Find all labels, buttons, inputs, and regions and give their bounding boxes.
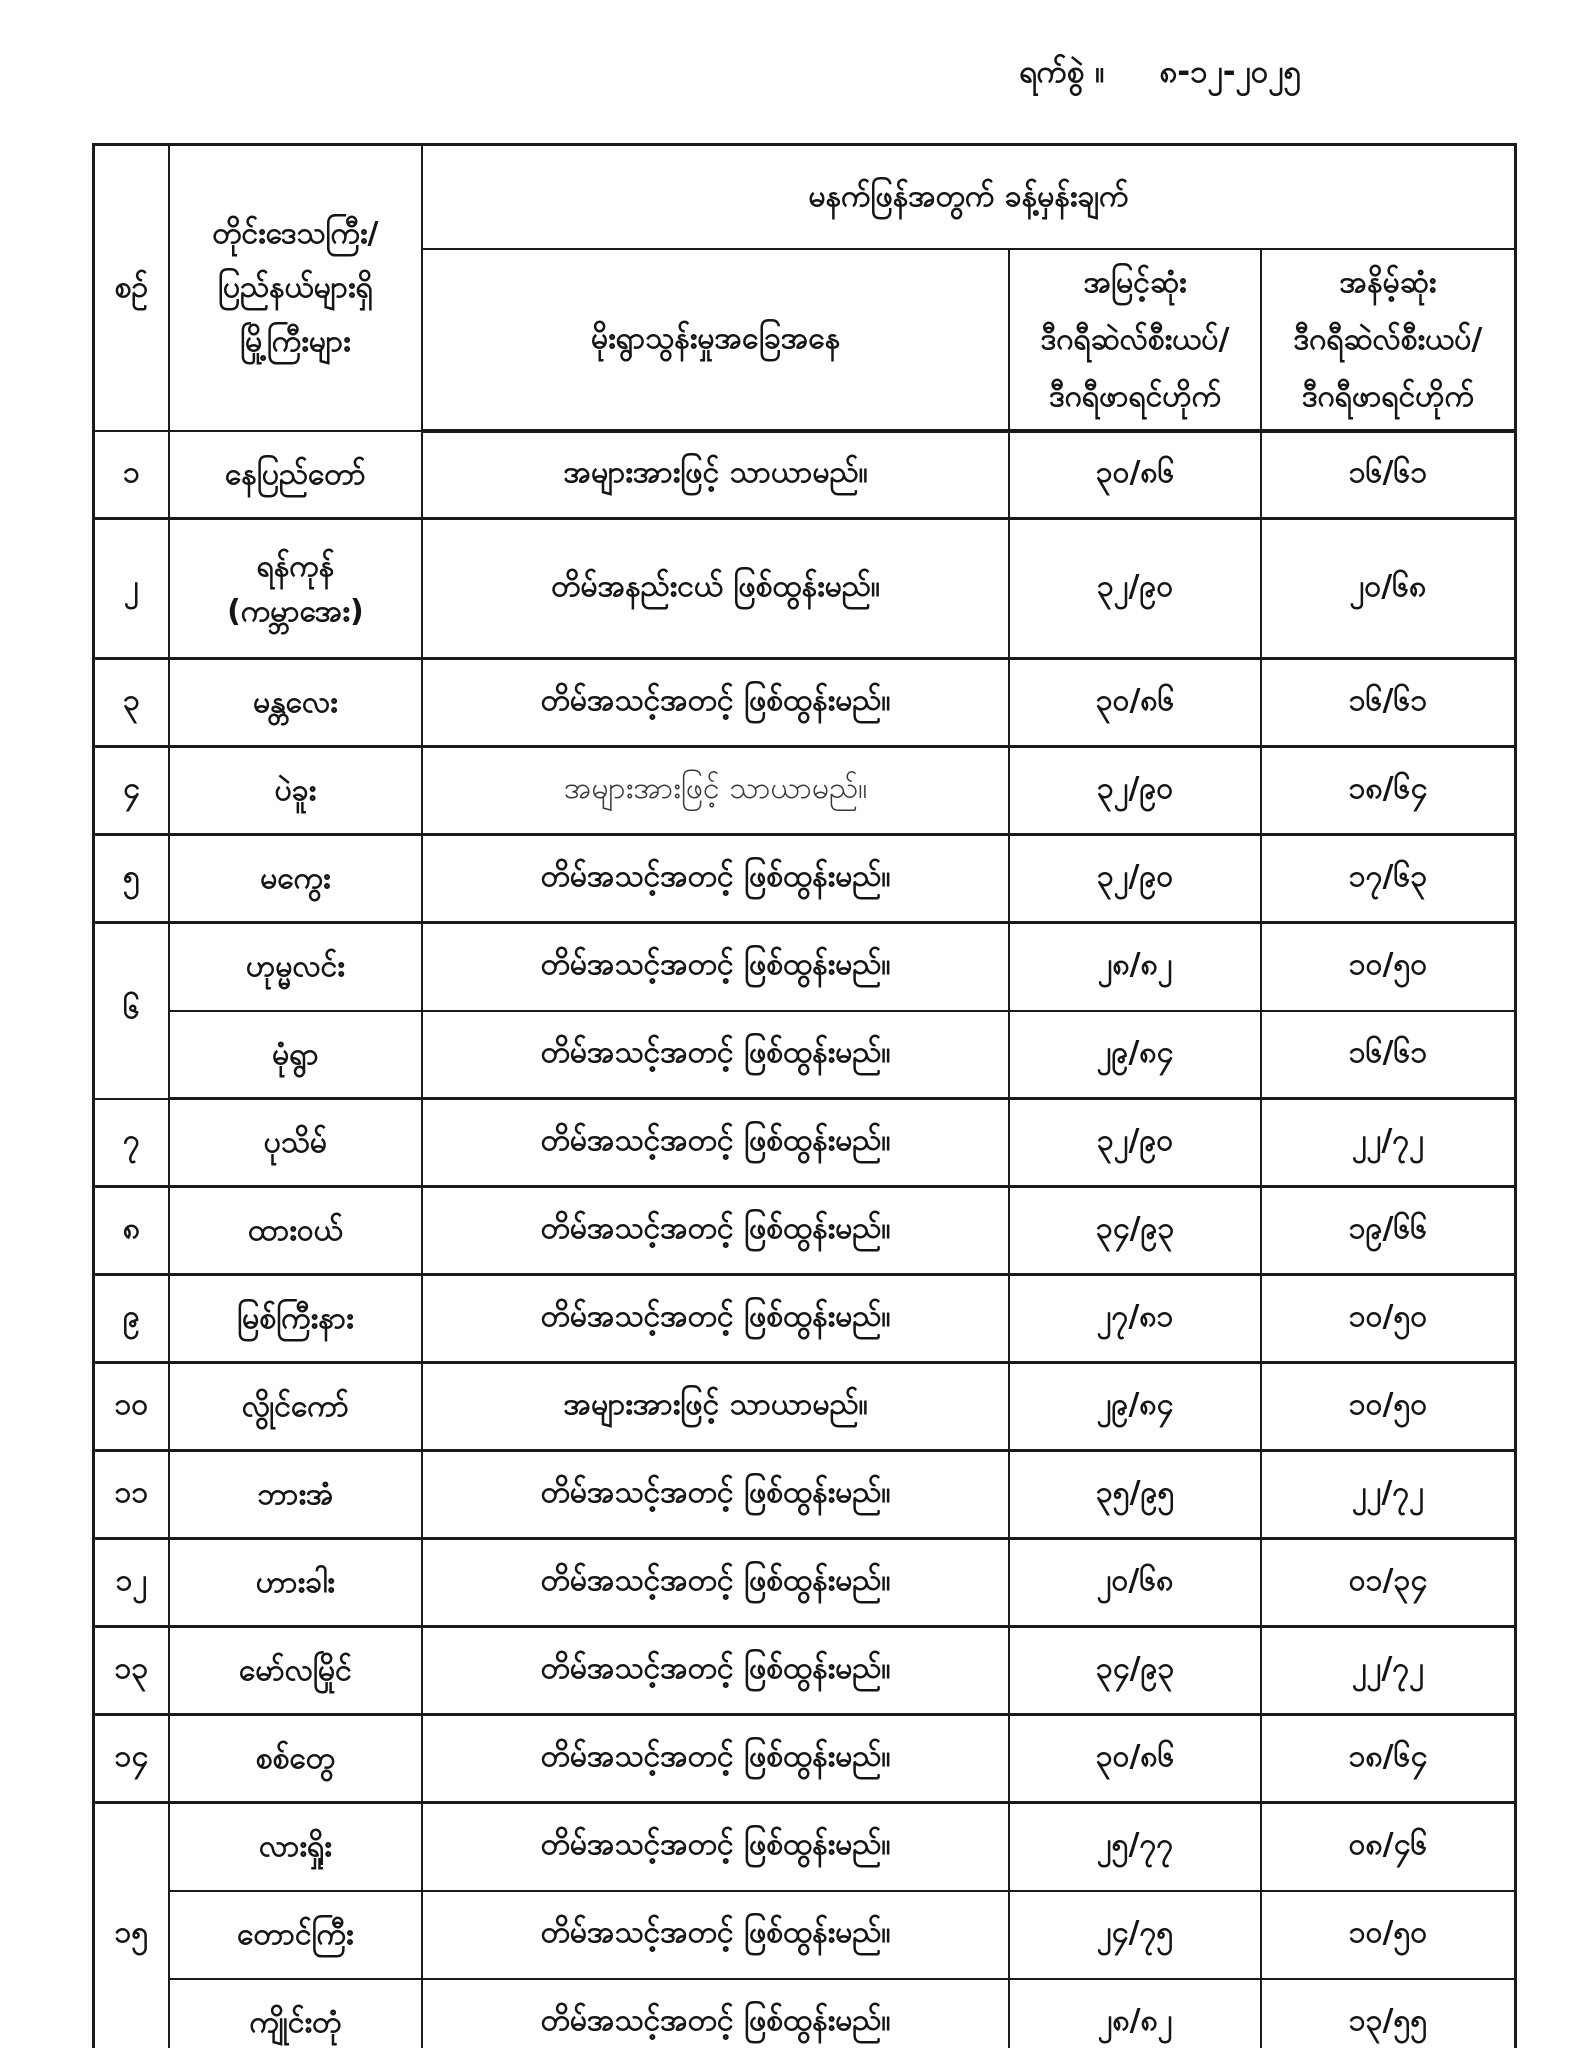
table-row [94, 747, 1516, 835]
city-cell [169, 923, 422, 1011]
city-line: ထားဝယ် [247, 1213, 343, 1248]
table-row [94, 1891, 1516, 1979]
serial-cell: ၁၀ [94, 1363, 169, 1451]
forecast-cell: တိမ်အသင့်အတင့် ဖြစ်ထွန်းမည်။ [422, 1715, 1009, 1803]
serial-cell: ၁၂ [94, 1539, 169, 1627]
max-temp-cell: ၂၉/၈၄ [1009, 1363, 1261, 1451]
header-min-line: ဒီဂရီဖာရင်ဟိုက် [1301, 378, 1474, 414]
table-row [94, 1539, 1516, 1627]
serial-cell: ၄ [94, 747, 169, 835]
table-row [94, 659, 1516, 747]
min-temp-cell: ၁၈/၆၄ [1261, 747, 1516, 835]
table-row [94, 835, 1516, 923]
max-temp-cell: ၂၈/၈၂ [1009, 1979, 1261, 2048]
header-region-line: မြို့ကြီးများ [240, 323, 351, 359]
date-label: ရက်စွဲ ။ [1018, 54, 1105, 90]
header-region-line: ပြည်နယ်များရှိ [217, 269, 373, 305]
city-line: ကျိုင်းတုံ [249, 2004, 342, 2040]
forecast-cell: တိမ်အသင့်အတင့် ဖြစ်ထွန်းမည်။ [422, 1099, 1009, 1187]
forecast-cell: တိမ်အသင့်အတင့် ဖြစ်ထွန်းမည်။ [422, 1451, 1009, 1539]
min-temp-cell: ၁၀/၅၀ [1261, 1891, 1516, 1979]
max-temp-cell: ၃၀/၈၆ [1009, 1715, 1261, 1803]
min-temp-cell: ၀၈/၄၆ [1261, 1803, 1516, 1891]
header-max-line: ဒီဂရီဖာရင်ဟိုက် [1049, 378, 1222, 414]
city-line: နေပြည်တော် [225, 456, 366, 492]
max-temp-cell: ၃၂/၉၀ [1009, 519, 1261, 659]
city-line: ပုသိမ် [263, 1125, 328, 1160]
header-row-top [94, 145, 1516, 249]
header-min-line: အနိမ့်ဆုံး [1339, 264, 1437, 300]
max-temp-cell: ၃၀/၈၆ [1009, 431, 1261, 519]
city-line: မော်လမြိုင် [239, 1653, 352, 1688]
header-region-line: တိုင်းဒေသကြီး/ [212, 215, 379, 251]
serial-cell: ၈ [94, 1187, 169, 1275]
city-line: မုံရွာ [272, 1036, 319, 1072]
serial-cell: ၅ [94, 835, 169, 923]
city-cell [169, 835, 422, 923]
forecast-cell: တိမ်အနည်းငယ် ဖြစ်ထွန်းမည်။ [422, 519, 1009, 659]
min-temp-cell: ၂၂/၇၂ [1261, 1627, 1516, 1715]
city-cell [169, 747, 422, 835]
max-temp-cell: ၃၂/၉၀ [1009, 747, 1261, 835]
serial-cell: ၆ [94, 923, 169, 1099]
min-temp-cell: ၁၀/၅၀ [1261, 1275, 1516, 1363]
header-min-temp [1261, 249, 1516, 431]
weather-forecast-table [92, 143, 1517, 2048]
max-temp-cell: ၂၇/၈၁ [1009, 1275, 1261, 1363]
city-cell [169, 1187, 422, 1275]
city-cell [169, 1979, 422, 2048]
serial-cell: ၁၁ [94, 1451, 169, 1539]
min-temp-cell: ၁၆/၆၁ [1261, 431, 1516, 519]
serial-cell: ၉ [94, 1275, 169, 1363]
serial-cell: ၁၃ [94, 1627, 169, 1715]
forecast-cell: တိမ်အသင့်အတင့် ဖြစ်ထွန်းမည်။ [422, 1979, 1009, 2048]
header-max-line: အမြင့်ဆုံး [1083, 264, 1187, 300]
forecast-cell: တိမ်အသင့်အတင့် ဖြစ်ထွန်းမည်။ [422, 835, 1009, 923]
city-cell [169, 1715, 422, 1803]
max-temp-cell: ၂၉/၈၄ [1009, 1011, 1261, 1099]
table-row [94, 1715, 1516, 1803]
min-temp-cell: ၁၆/၆၁ [1261, 659, 1516, 747]
forecast-cell: တိမ်အသင့်အတင့် ဖြစ်ထွန်းမည်။ [422, 1187, 1009, 1275]
header-min-line: ဒီဂရီဆဲလ်စီးယပ်/ [1293, 321, 1483, 357]
city-line: တောင်ကြီး [237, 1917, 354, 1952]
max-temp-cell: ၃၂/၉၀ [1009, 1099, 1261, 1187]
serial-cell: ၁ [94, 431, 169, 519]
forecast-cell: တိမ်အသင့်အတင့် ဖြစ်ထွန်းမည်။ [422, 1011, 1009, 1099]
serial-cell: ၁၅ [94, 1803, 169, 2048]
min-temp-cell: ၁၀/၅၀ [1261, 923, 1516, 1011]
header-max-temp [1009, 249, 1261, 431]
forecast-cell: အများအားဖြင့် သာယာမည်။ [422, 431, 1009, 519]
max-temp-cell: ၃၀/၈၆ [1009, 659, 1261, 747]
city-cell [169, 1099, 422, 1187]
city-line: လားရှိုး [258, 1829, 332, 1865]
table-row [94, 1011, 1516, 1099]
forecast-cell: တိမ်အသင့်အတင့် ဖြစ်ထွန်းမည်။ [422, 1891, 1009, 1979]
max-temp-cell: ၂၅/၇၇ [1009, 1803, 1261, 1891]
city-line: မြစ်ကြီးနား [237, 1301, 354, 1336]
forecast-cell: တိမ်အသင့်အတင့် ဖြစ်ထွန်းမည်။ [422, 1627, 1009, 1715]
forecast-cell: တိမ်အသင့်အတင့် ဖြစ်ထွန်းမည်။ [422, 1539, 1009, 1627]
min-temp-cell: ၀၁/၃၄ [1261, 1539, 1516, 1627]
city-line: ရန်ကုန် [256, 548, 335, 584]
max-temp-cell: ၂၀/၆၈ [1009, 1539, 1261, 1627]
table-row [94, 1451, 1516, 1539]
table-row [94, 1979, 1516, 2048]
city-cell [169, 1627, 422, 1715]
table-row [94, 1275, 1516, 1363]
city-cell [169, 659, 422, 747]
city-line: ပဲခူး [274, 773, 317, 808]
city-line: ဟားခါး [255, 1565, 335, 1600]
forecast-cell: အများအားဖြင့် သာယာမည်။ [422, 747, 1009, 835]
min-temp-cell: ၁၇/၆၃ [1261, 835, 1516, 923]
max-temp-cell: ၃၂/၉၀ [1009, 835, 1261, 923]
table-row [94, 1803, 1516, 1891]
table-row [94, 431, 1516, 519]
city-cell [169, 1011, 422, 1099]
min-temp-cell: ၁၈/၆၄ [1261, 1715, 1516, 1803]
city-cell [169, 1891, 422, 1979]
forecast-cell: တိမ်အသင့်အတင့် ဖြစ်ထွန်းမည်။ [422, 659, 1009, 747]
min-temp-cell: ၁၉/၆၆ [1261, 1187, 1516, 1275]
forecast-cell: တိမ်အသင့်အတင့် ဖြစ်ထွန်းမည်။ [422, 1803, 1009, 1891]
city-cell [169, 431, 422, 519]
city-cell [169, 519, 422, 659]
city-cell [169, 1275, 422, 1363]
city-cell [169, 1363, 422, 1451]
serial-cell: ၇ [94, 1099, 169, 1187]
serial-cell: ၂ [94, 519, 169, 659]
city-line: (ကမ္ဘာအေး) [227, 593, 364, 629]
table-row [94, 1187, 1516, 1275]
min-temp-cell: ၂၀/၆၈ [1261, 519, 1516, 659]
forecast-cell: အများအားဖြင့် သာယာမည်။ [422, 1363, 1009, 1451]
table-row [94, 1627, 1516, 1715]
date-value: ၈-၁၂-၂၀၂၅ [1159, 54, 1301, 90]
min-temp-cell: ၁၆/၆၁ [1261, 1011, 1516, 1099]
serial-cell: ၃ [94, 659, 169, 747]
city-line: လွိုင်ကော် [241, 1389, 349, 1424]
max-temp-cell: ၃၄/၉၃ [1009, 1187, 1261, 1275]
city-cell [169, 1539, 422, 1627]
header-rain-condition: မိုးရွာသွန်းမှုအခြေအနေ [422, 249, 1009, 431]
city-line: မန္တလေး [253, 685, 338, 720]
header-max-line: ဒီဂရီဆဲလ်စီးယပ်/ [1040, 321, 1230, 357]
table-row [94, 1099, 1516, 1187]
header-forecast-span: မနက်ဖြန်အတွက် ခန့်မှန်းချက် [422, 145, 1516, 249]
city-line: စစ်တွေ [255, 1741, 336, 1776]
table-row [94, 1363, 1516, 1451]
max-temp-cell: ၂၈/၈၂ [1009, 923, 1261, 1011]
date-line [1019, 52, 1301, 98]
max-temp-cell: ၃၄/၉၃ [1009, 1627, 1261, 1715]
table-body [94, 431, 1516, 2048]
table-row [94, 923, 1516, 1011]
serial-cell: ၁၄ [94, 1715, 169, 1803]
header-serial: စဉ် [94, 145, 169, 431]
forecast-cell: တိမ်အသင့်အတင့် ဖြစ်ထွန်းမည်။ [422, 923, 1009, 1011]
city-cell [169, 1803, 422, 1891]
header-region-cities [169, 145, 422, 431]
city-line: ဟုမ္မလင်း [245, 949, 345, 985]
forecast-cell: တိမ်အသင့်အတင့် ဖြစ်ထွန်းမည်။ [422, 1275, 1009, 1363]
max-temp-cell: ၃၅/၉၅ [1009, 1451, 1261, 1539]
table-row [94, 519, 1516, 659]
min-temp-cell: ၁၃/၅၅ [1261, 1979, 1516, 2048]
table-header [94, 145, 1516, 431]
min-temp-cell: ၂၂/၇၂ [1261, 1099, 1516, 1187]
min-temp-cell: ၁၀/၅၀ [1261, 1363, 1516, 1451]
min-temp-cell: ၂၂/၇၂ [1261, 1451, 1516, 1539]
max-temp-cell: ၂၄/၇၅ [1009, 1891, 1261, 1979]
city-line: ဘားအံ [257, 1477, 334, 1512]
city-line: မကွေး [260, 861, 331, 896]
city-cell [169, 1451, 422, 1539]
